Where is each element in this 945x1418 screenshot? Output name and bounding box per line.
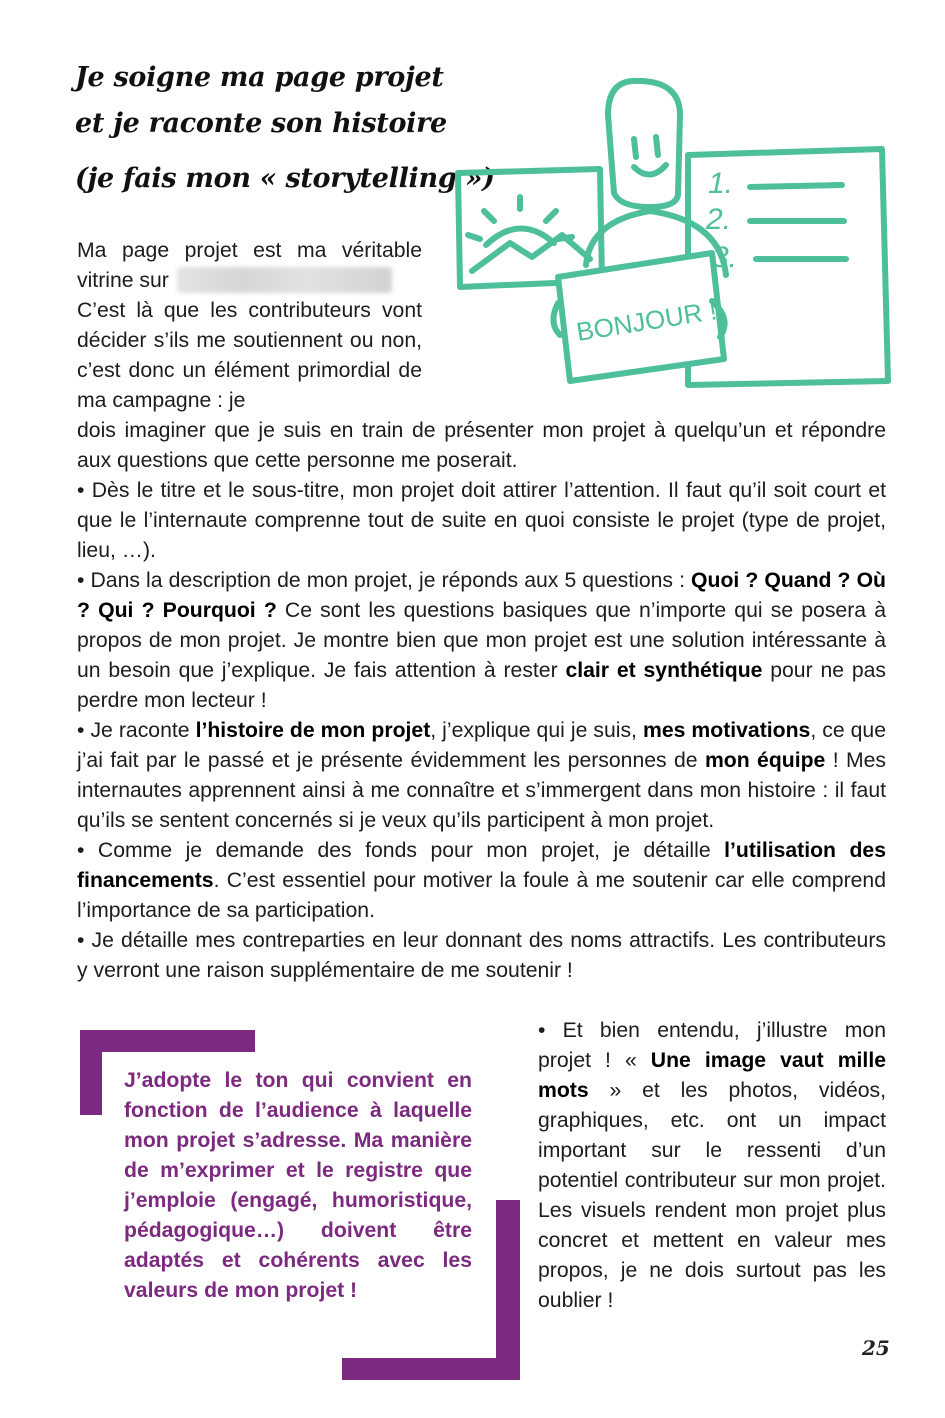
smile: [634, 165, 666, 175]
hand-left: [553, 303, 560, 335]
bullet-title: [77, 476, 886, 566]
list-number-1: 1.: [708, 167, 734, 200]
eye-left: [634, 139, 636, 157]
bullet-funding-b4-b: . C’est essentiel pour motiver la foule à me soutenir car elle comprend l’importance de sa participation.: [77, 869, 886, 922]
list-line-1: [750, 185, 842, 187]
page-number: 25: [862, 1336, 890, 1360]
bullet-story-b3-bold2: mes motivations: [642, 719, 811, 742]
bullet-story-b3-c: , ce que j’ai fait par le passé et je présente évidemment les personnes de: [77, 719, 887, 772]
intro-text-before-blur: Ma page projet est ma véritable vitrine sur: [77, 239, 422, 292]
highlight-quote: J’adopte le ton qui convient en fonction de l’audience à laquelle mon projet s’adresse. Ma manière de m’exprimer et le registre que j’emploie (engagé, humoristique, pédagogique…) doivent être adaptés et cohérents avec les valeurs de mon projet !: [124, 1069, 472, 1302]
intro-paragraph-top: [77, 236, 422, 296]
bullet-images-text-b: » et les photos, vidéos, graphiques, etc. ont un impact important sur le ressenti d’un potentiel contributeur sur mon projet. Les visuels rendent mon projet plus concret et mettent en valeur mes propos, je ne dois surtout pas les oublier !: [538, 1079, 886, 1312]
page-title-line-2: et je raconte son histoire: [75, 108, 447, 139]
bullet-rewards-b5: • Je détaille mes contreparties en leur donnant des noms attractifs. Les contributeurs y verront une raison supplémentaire de me soutenir !: [77, 929, 886, 982]
person-head: [608, 81, 680, 207]
eye-right: [656, 137, 658, 155]
bullet-five-questions-b2-c: pour ne pas perdre mon lecteur !: [77, 659, 886, 712]
bullet-five-questions-b2-bold1: Quoi ? Quand ? Où ? Qui ? Pourquoi ?: [77, 569, 886, 622]
bullet-five-questions-b2-bold2: clair et synthétique: [565, 659, 763, 682]
quote-frame-left: [80, 1030, 102, 1115]
bullet-five-questions-b2-a: • Dans la description de mon projet, je réponds aux 5 questions :: [77, 569, 692, 592]
intro-text-after-blur: C’est là que les contributeurs vont décider s’ils me soutiennent ou non, c’est donc un élément primordial de ma campagne : je: [77, 299, 422, 412]
quote-frame-top: [80, 1030, 255, 1052]
list-number-2: 2.: [706, 203, 732, 236]
bullet-funding: [77, 836, 886, 926]
bullet-story-b3-bold1: l’histoire de mon projet: [195, 719, 431, 742]
bullet-story: [77, 716, 886, 836]
bullet-images-text-a: • Et bien entendu, j’illustre mon projet ! «: [538, 1019, 886, 1072]
bullet-story-b3-b: , j’explique qui je suis,: [430, 719, 643, 742]
page-title-line-1: Je soigne ma page projet: [75, 62, 444, 93]
bullet-funding-b4-a: • Comme je demande des fonds pour mon projet, je détaille: [77, 839, 725, 862]
intro-paragraph-continued: dois imaginer que je suis en train de présenter mon projet à quelqu’un et répondre aux questions que cette personne me poserait.: [77, 419, 886, 472]
bullet-five-questions: [77, 566, 886, 716]
bullet-story-b3-d: ! Mes internautes apprennent ainsi à me connaître et s’immergent dans mon histoire : il faut qu’ils se sentent concernés si je veux qu’ils participent à mon projet.: [77, 749, 887, 832]
bullet-title-b1: • Dès le titre et le sous-titre, mon projet doit attirer l’attention. Il faut qu’il soit court et que le l’internaute comprenne tout de suite en quoi consiste le projet (type de projet, lieu, …).: [77, 479, 886, 562]
bonjour-illustration: [450, 75, 895, 395]
bullet-five-questions-b2-b: Ce sont les questions basiques que n’importe qui se posera à propos de mon projet. Je montre bien que mon projet est une solution intéressante à un besoin que j’explique. Je fais attention à rester: [77, 599, 886, 682]
list-number-3: 3.: [712, 241, 738, 274]
sign-text: BONJOUR !: [574, 295, 719, 347]
intro-paragraph: [77, 296, 422, 416]
bullet-story-b3-bold3: mon équipe: [704, 749, 826, 772]
quote-frame-bottom: [342, 1358, 520, 1380]
bullet-images-bold: Une image vaut mille mots: [538, 1049, 886, 1102]
blurred-platform-name: [177, 267, 392, 293]
bullet-rewards: [77, 926, 886, 986]
bullet-funding-b4-bold: l’utilisation des financements: [77, 839, 886, 892]
bullet-story-b3-a: • Je raconte: [77, 719, 196, 742]
quote-frame-right: [496, 1200, 520, 1380]
bullet-images: [538, 1016, 886, 1316]
page-title-line-3: (je fais mon « storytelling »): [75, 163, 495, 194]
